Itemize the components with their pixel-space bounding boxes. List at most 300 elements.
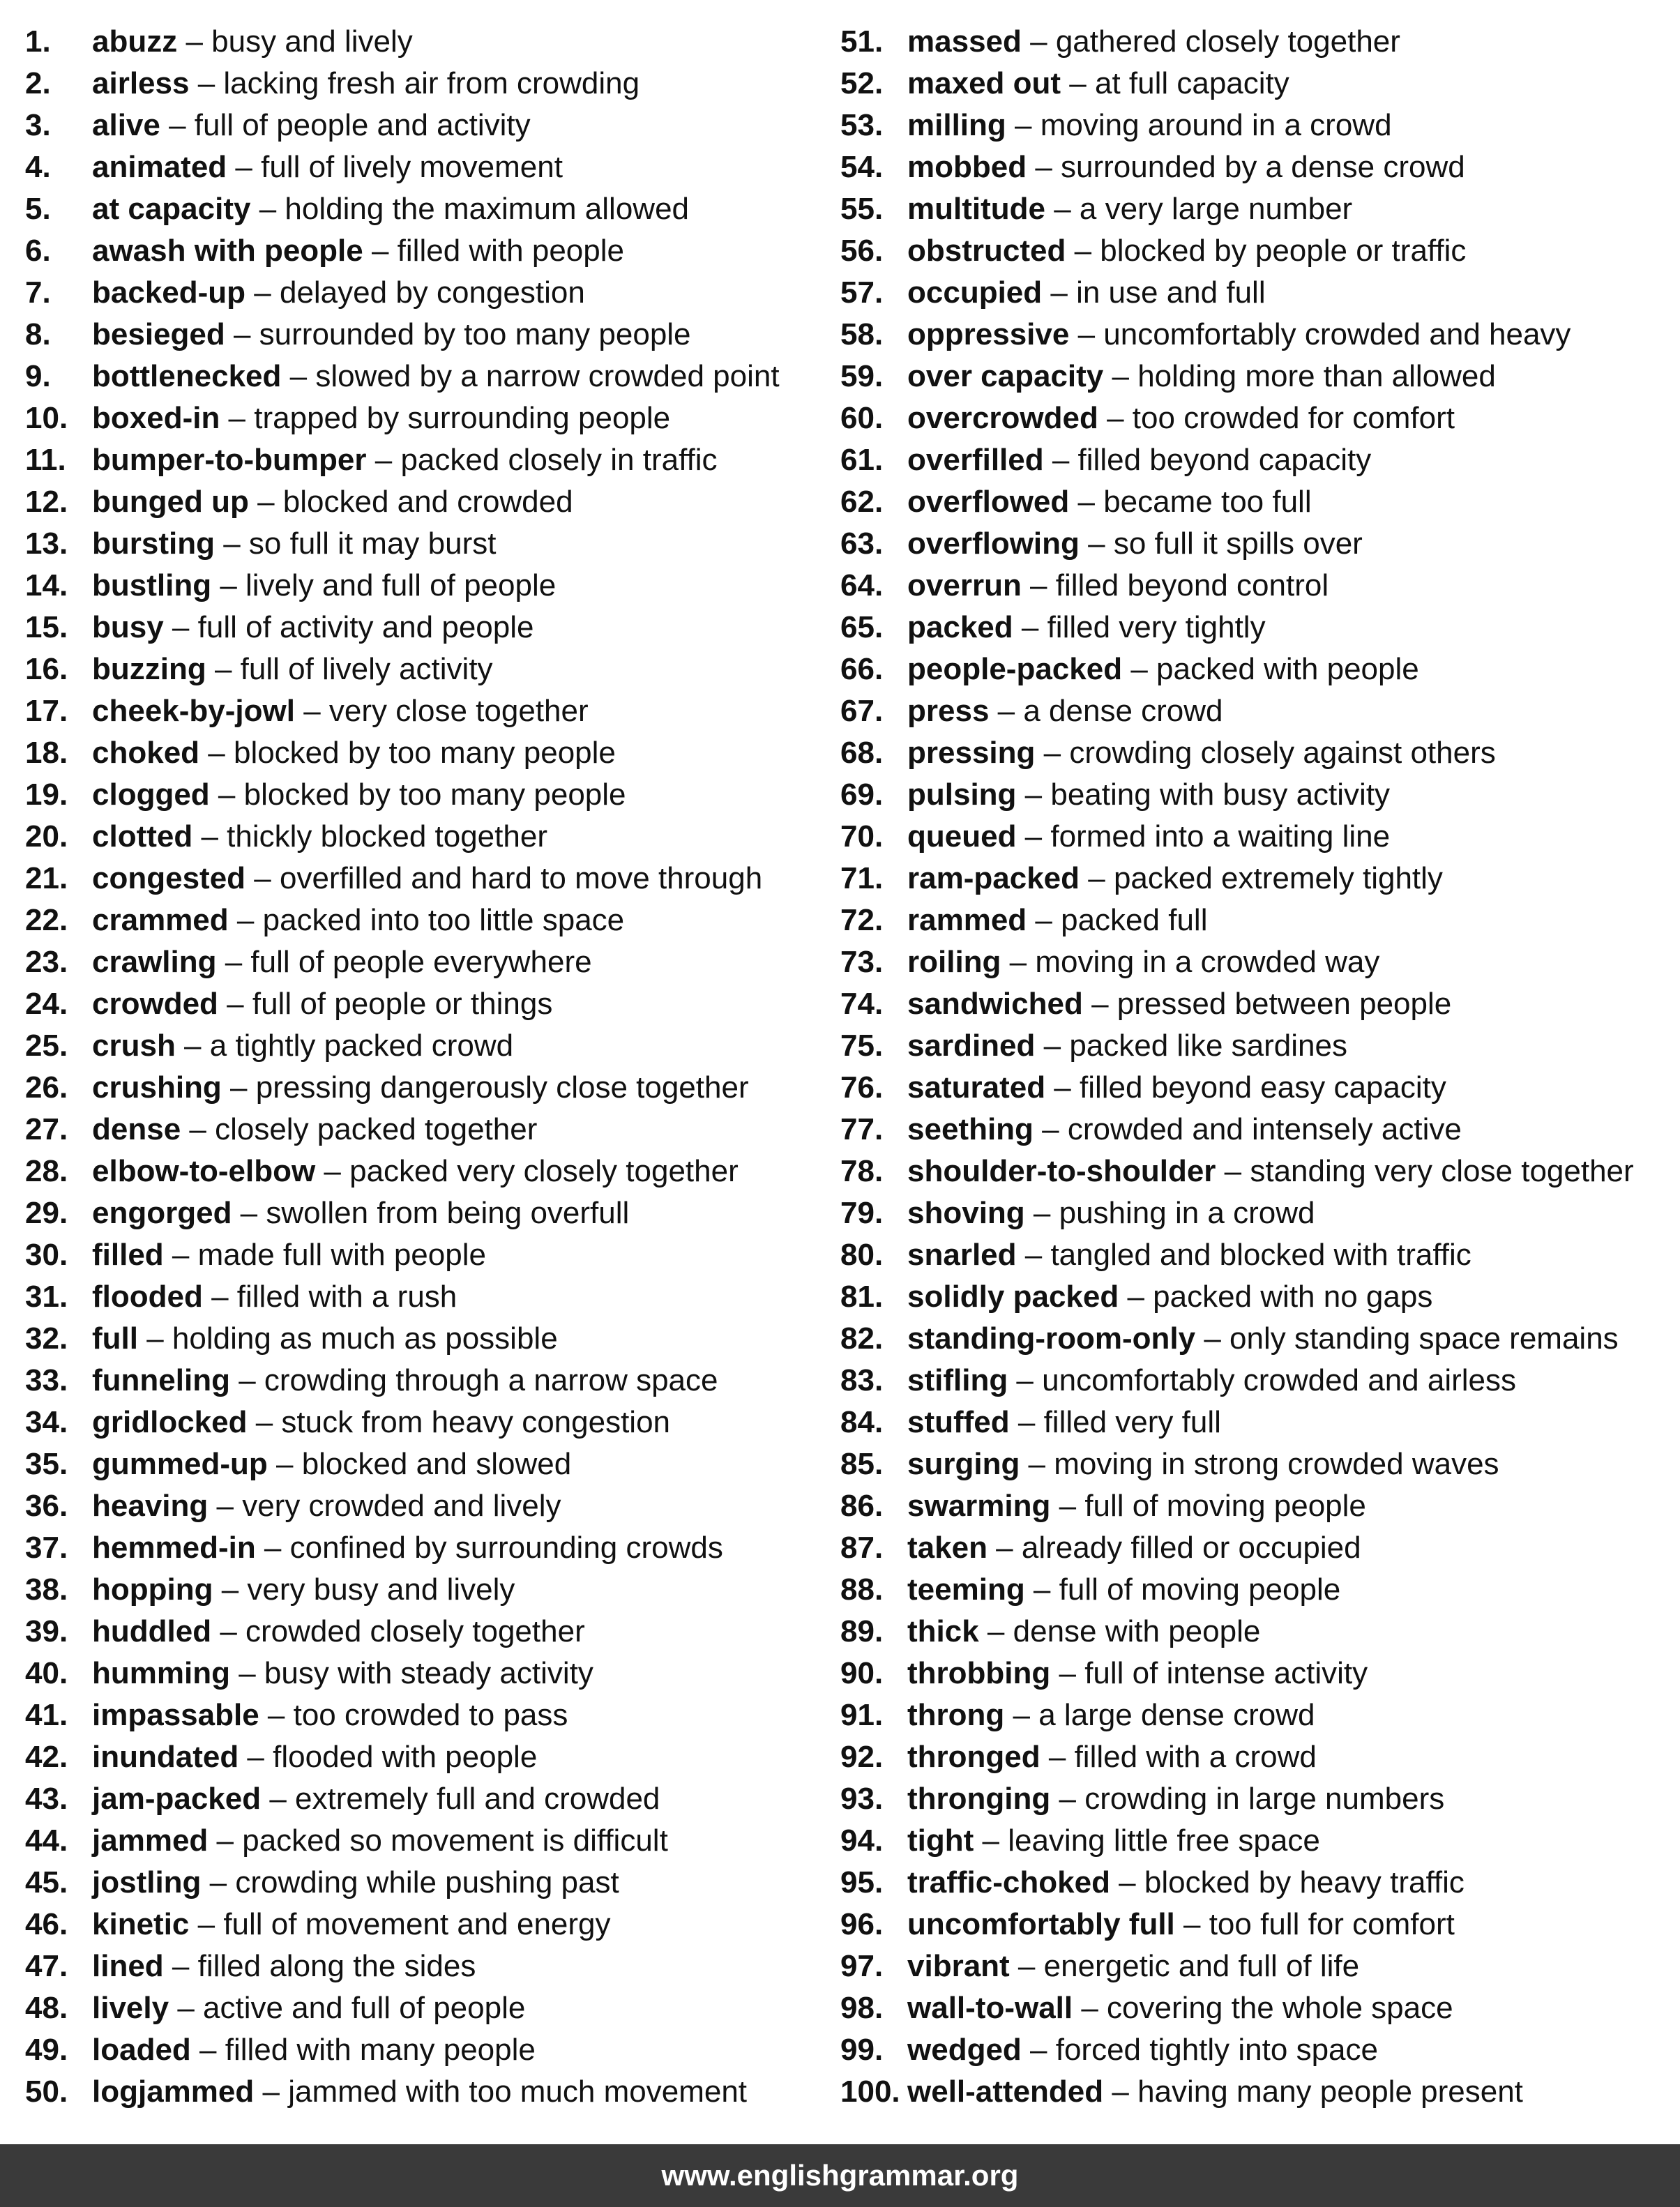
entry-word: awash with people bbox=[92, 234, 363, 268]
entry-definition: uncomfortably crowded and airless bbox=[1042, 1363, 1517, 1397]
word-entry bbox=[25, 356, 827, 397]
word-entry bbox=[840, 230, 1674, 272]
word-entry bbox=[25, 1318, 827, 1360]
entry-definition: pressed between people bbox=[1117, 987, 1452, 1021]
entry-definition: dense with people bbox=[1013, 1614, 1261, 1648]
entry-word: full bbox=[92, 1321, 138, 1356]
entry-definition: a large dense crowd bbox=[1038, 1698, 1315, 1732]
word-entry bbox=[25, 900, 827, 941]
entry-definition: confined by surrounding crowds bbox=[289, 1531, 723, 1565]
entry-separator: – bbox=[1027, 150, 1061, 184]
word-entry bbox=[25, 1276, 827, 1318]
word-entry bbox=[840, 1862, 1674, 1904]
entry-definition: in use and full bbox=[1076, 275, 1266, 310]
entry-separator: – bbox=[1016, 778, 1051, 812]
entry-word: lively bbox=[92, 1991, 169, 2025]
word-entry bbox=[840, 63, 1674, 105]
entry-definition: surrounded by a dense crowd bbox=[1061, 150, 1465, 184]
word-entry bbox=[25, 690, 827, 732]
entry-number: 23. bbox=[25, 945, 68, 979]
word-entry bbox=[25, 1778, 827, 1820]
entry-number: 98. bbox=[840, 1991, 884, 2025]
word-entry bbox=[840, 816, 1674, 858]
entry-separator: – bbox=[163, 610, 198, 644]
entry-number: 26. bbox=[25, 1070, 68, 1105]
entry-definition: packed like sardines bbox=[1069, 1029, 1347, 1063]
entry-word: crushing bbox=[92, 1070, 222, 1105]
entry-word: hopping bbox=[92, 1572, 213, 1607]
entry-separator: – bbox=[1042, 275, 1077, 310]
entry-definition: packed extremely tightly bbox=[1113, 861, 1443, 895]
entry-word: flooded bbox=[92, 1280, 203, 1314]
entry-word: saturated bbox=[907, 1070, 1046, 1105]
entry-separator: – bbox=[1103, 2075, 1138, 2109]
entry-word: pulsing bbox=[907, 778, 1017, 812]
entry-definition: lacking fresh air from crowding bbox=[223, 66, 640, 100]
entry-separator: – bbox=[1008, 1363, 1043, 1397]
entry-separator: – bbox=[247, 1405, 282, 1439]
entry-separator: – bbox=[190, 2033, 225, 2067]
word-entry bbox=[840, 1820, 1674, 1862]
word-entry bbox=[25, 1067, 827, 1109]
entry-definition: blocked by too many people bbox=[233, 736, 616, 770]
entry-separator: – bbox=[254, 2075, 289, 2109]
entry-separator: – bbox=[225, 317, 259, 351]
entry-word: gridlocked bbox=[92, 1405, 248, 1439]
entry-separator: – bbox=[214, 526, 249, 561]
word-entry bbox=[840, 1946, 1674, 1987]
entry-separator: – bbox=[213, 1572, 248, 1607]
entry-number: 30. bbox=[25, 1238, 68, 1272]
entry-number: 25. bbox=[25, 1029, 68, 1063]
word-entry bbox=[25, 1443, 827, 1485]
entry-number: 77. bbox=[840, 1112, 884, 1146]
word-entry bbox=[840, 1109, 1674, 1151]
entry-definition: filled very tightly bbox=[1047, 610, 1266, 644]
entry-word: abuzz bbox=[92, 24, 178, 59]
entry-word: throbbing bbox=[907, 1656, 1051, 1690]
word-entry bbox=[840, 1151, 1674, 1192]
word-entry bbox=[840, 900, 1674, 941]
entry-number: 35. bbox=[25, 1447, 68, 1481]
entry-word: bustling bbox=[92, 568, 212, 602]
word-entry bbox=[840, 1736, 1674, 1778]
entry-number: 8. bbox=[25, 317, 51, 351]
entry-separator: – bbox=[201, 1865, 236, 1899]
entry-number: 39. bbox=[25, 1614, 68, 1648]
entry-separator: – bbox=[216, 945, 251, 979]
entry-definition: filled with people bbox=[397, 234, 624, 268]
entry-word: milling bbox=[907, 108, 1006, 142]
word-entry bbox=[840, 1485, 1674, 1527]
entry-number: 43. bbox=[25, 1782, 68, 1816]
entry-word: well-attended bbox=[907, 2075, 1104, 2109]
entry-separator: – bbox=[1021, 568, 1056, 602]
entry-number: 7. bbox=[25, 275, 51, 310]
entry-number: 51. bbox=[840, 24, 884, 59]
word-entry bbox=[25, 1694, 827, 1736]
entry-word: overflowing bbox=[907, 526, 1080, 561]
entry-word: crammed bbox=[92, 903, 229, 937]
entry-number: 100. bbox=[840, 2075, 900, 2109]
entry-definition: moving in a crowded way bbox=[1035, 945, 1380, 979]
entry-number: 76. bbox=[840, 1070, 884, 1105]
entry-definition: uncomfortably crowded and heavy bbox=[1103, 317, 1571, 351]
entry-word: packed bbox=[907, 610, 1013, 644]
entry-number: 63. bbox=[840, 526, 884, 561]
word-entry bbox=[840, 1067, 1674, 1109]
word-entry bbox=[840, 690, 1674, 732]
word-entry bbox=[25, 1527, 827, 1569]
entry-word: boxed-in bbox=[92, 401, 220, 435]
entry-number: 10. bbox=[25, 401, 68, 435]
entry-word: overcrowded bbox=[907, 401, 1098, 435]
word-entry bbox=[25, 1360, 827, 1402]
entry-definition: formed into a waiting line bbox=[1050, 819, 1391, 854]
entry-word: traffic-choked bbox=[907, 1865, 1110, 1899]
entry-word: bursting bbox=[92, 526, 215, 561]
entry-separator: – bbox=[1021, 24, 1056, 59]
entry-separator: – bbox=[209, 778, 244, 812]
entry-separator: – bbox=[221, 1070, 256, 1105]
entry-definition: standing very close together bbox=[1250, 1154, 1634, 1188]
entry-number: 11. bbox=[25, 443, 66, 477]
entry-word: alive bbox=[92, 108, 160, 142]
entry-word: obstructed bbox=[907, 234, 1066, 268]
entry-separator: – bbox=[189, 66, 224, 100]
entry-separator: – bbox=[1021, 2033, 1056, 2067]
entry-number: 38. bbox=[25, 1572, 68, 1607]
word-list-right-column bbox=[840, 21, 1674, 2113]
entry-word: elbow-to-elbow bbox=[92, 1154, 316, 1188]
entry-word: huddled bbox=[92, 1614, 212, 1648]
entry-definition: filled along the sides bbox=[197, 1949, 476, 1983]
entry-separator: – bbox=[255, 1531, 290, 1565]
entry-number: 79. bbox=[840, 1196, 884, 1230]
word-entry bbox=[25, 1611, 827, 1653]
word-entry bbox=[25, 2071, 827, 2113]
entry-number: 34. bbox=[25, 1405, 68, 1439]
entry-number: 48. bbox=[25, 1991, 68, 2025]
word-entry bbox=[25, 816, 827, 858]
entry-word: clotted bbox=[92, 819, 193, 854]
entry-separator: – bbox=[1009, 1949, 1044, 1983]
entry-word: bottlenecked bbox=[92, 359, 282, 393]
entry-separator: – bbox=[248, 485, 283, 519]
entry-definition: very crowded and lively bbox=[242, 1489, 561, 1523]
word-entry bbox=[25, 63, 827, 105]
entry-definition: full of moving people bbox=[1059, 1572, 1341, 1607]
entry-number: 27. bbox=[25, 1112, 68, 1146]
entry-separator: – bbox=[1069, 317, 1104, 351]
entry-definition: full of intense activity bbox=[1084, 1656, 1368, 1690]
entry-separator: – bbox=[978, 1614, 1013, 1648]
entry-word: sandwiched bbox=[907, 987, 1083, 1021]
entry-definition: too crowded for comfort bbox=[1132, 401, 1455, 435]
entry-separator: – bbox=[181, 1112, 215, 1146]
entry-number: 82. bbox=[840, 1321, 884, 1356]
entry-separator: – bbox=[259, 1698, 294, 1732]
word-entry bbox=[840, 1234, 1674, 1276]
entry-definition: crowding closely against others bbox=[1069, 736, 1496, 770]
entry-separator: – bbox=[175, 1029, 210, 1063]
entry-separator: – bbox=[1043, 443, 1078, 477]
word-entry bbox=[840, 774, 1674, 816]
word-list-left-column bbox=[25, 21, 827, 2113]
word-entry bbox=[840, 1402, 1674, 1443]
entry-separator: – bbox=[1103, 359, 1138, 393]
entry-definition: so full it may burst bbox=[248, 526, 497, 561]
entry-separator: – bbox=[1073, 1991, 1107, 2025]
entry-definition: filled beyond easy capacity bbox=[1080, 1070, 1446, 1105]
word-entry bbox=[25, 1485, 827, 1527]
entry-word: uncomfortably full bbox=[907, 1907, 1175, 1941]
entry-word: shoulder-to-shoulder bbox=[907, 1154, 1216, 1188]
entry-separator: – bbox=[189, 1907, 224, 1941]
word-entry bbox=[840, 397, 1674, 439]
word-entry bbox=[25, 314, 827, 356]
word-entry bbox=[840, 2029, 1674, 2071]
entry-definition: moving around in a crowd bbox=[1040, 108, 1392, 142]
entry-word: thronged bbox=[907, 1740, 1040, 1774]
entry-definition: blocked by people or traffic bbox=[1100, 234, 1467, 268]
entry-separator: – bbox=[1110, 1865, 1144, 1899]
entry-word: maxed out bbox=[907, 66, 1061, 100]
entry-definition: blocked by heavy traffic bbox=[1144, 1865, 1465, 1899]
entry-separator: – bbox=[1045, 192, 1080, 226]
entry-separator: – bbox=[160, 108, 195, 142]
entry-separator: – bbox=[1061, 66, 1095, 100]
entry-separator: – bbox=[163, 1949, 198, 1983]
word-entry bbox=[840, 2071, 1674, 2113]
word-entry bbox=[25, 1736, 827, 1778]
entry-definition: filled with a crowd bbox=[1074, 1740, 1317, 1774]
entry-definition: delayed by congestion bbox=[279, 275, 585, 310]
entry-separator: – bbox=[1033, 1112, 1068, 1146]
entry-separator: – bbox=[211, 1614, 246, 1648]
entry-separator: – bbox=[294, 694, 329, 728]
entry-word: animated bbox=[92, 150, 227, 184]
entry-word: crowded bbox=[92, 987, 218, 1021]
entry-separator: – bbox=[1050, 1656, 1085, 1690]
entry-definition: tangled and blocked with traffic bbox=[1050, 1238, 1471, 1272]
entry-number: 12. bbox=[25, 485, 68, 519]
entry-number: 56. bbox=[840, 234, 884, 268]
entry-number: 36. bbox=[25, 1489, 68, 1523]
entry-number: 29. bbox=[25, 1196, 68, 1230]
entry-number: 37. bbox=[25, 1531, 68, 1565]
entry-word: overflowed bbox=[907, 485, 1070, 519]
word-entry bbox=[25, 1569, 827, 1611]
entry-definition: pushing in a crowd bbox=[1059, 1196, 1315, 1230]
entry-separator: – bbox=[987, 1531, 1022, 1565]
entry-word: shoving bbox=[907, 1196, 1025, 1230]
entry-separator: – bbox=[1009, 1405, 1044, 1439]
word-entry bbox=[25, 1862, 827, 1904]
entry-word: besieged bbox=[92, 317, 225, 351]
entry-word: over capacity bbox=[907, 359, 1104, 393]
entry-number: 59. bbox=[840, 359, 884, 393]
entry-separator: – bbox=[177, 24, 212, 59]
entry-separator: – bbox=[169, 1991, 204, 2025]
word-entry bbox=[25, 1820, 827, 1862]
entry-definition: surrounded by too many people bbox=[259, 317, 691, 351]
entry-separator: – bbox=[1027, 903, 1061, 937]
entry-definition: beating with busy activity bbox=[1050, 778, 1391, 812]
entry-definition: pressing dangerously close together bbox=[255, 1070, 749, 1105]
entry-number: 1. bbox=[25, 24, 51, 59]
entry-separator: – bbox=[1001, 945, 1036, 979]
entry-word: stifling bbox=[907, 1363, 1008, 1397]
entry-definition: crowded closely together bbox=[245, 1614, 585, 1648]
entry-separator: – bbox=[245, 861, 280, 895]
entry-word: cheek-by-jowl bbox=[92, 694, 295, 728]
entry-number: 28. bbox=[25, 1154, 68, 1188]
word-entry bbox=[840, 941, 1674, 983]
word-entry bbox=[840, 105, 1674, 146]
entry-separator: – bbox=[1004, 1698, 1039, 1732]
entry-number: 9. bbox=[25, 359, 51, 393]
entry-definition: very close together bbox=[328, 694, 589, 728]
entry-separator: – bbox=[1035, 1029, 1070, 1063]
entry-definition: trapped by surrounding people bbox=[254, 401, 671, 435]
entry-definition: packed with no gaps bbox=[1153, 1280, 1433, 1314]
entry-number: 6. bbox=[25, 234, 51, 268]
entry-number: 80. bbox=[840, 1238, 884, 1272]
entry-number: 31. bbox=[25, 1280, 68, 1314]
entry-separator: – bbox=[239, 1740, 273, 1774]
entry-number: 22. bbox=[25, 903, 68, 937]
entry-definition: too full for comfort bbox=[1209, 1907, 1455, 1941]
entry-number: 2. bbox=[25, 66, 51, 100]
entry-word: crawling bbox=[92, 945, 217, 979]
entry-word: heaving bbox=[92, 1489, 209, 1523]
entry-word: gummed-up bbox=[92, 1447, 268, 1481]
entry-separator: – bbox=[227, 150, 262, 184]
word-entry bbox=[840, 649, 1674, 690]
entry-definition: filled beyond control bbox=[1055, 568, 1329, 602]
entry-number: 58. bbox=[840, 317, 884, 351]
entry-definition: slowed by a narrow crowded point bbox=[315, 359, 780, 393]
entry-word: tight bbox=[907, 1823, 974, 1858]
entry-definition: full of people and activity bbox=[194, 108, 531, 142]
word-entry bbox=[25, 523, 827, 565]
entry-definition: already filled or occupied bbox=[1021, 1531, 1361, 1565]
entry-definition: only standing space remains bbox=[1229, 1321, 1619, 1356]
entry-word: backed-up bbox=[92, 275, 246, 310]
entry-separator: – bbox=[1013, 610, 1047, 644]
entry-number: 54. bbox=[840, 150, 884, 184]
entry-number: 64. bbox=[840, 568, 884, 602]
entry-separator: – bbox=[1082, 987, 1117, 1021]
entry-separator: – bbox=[1069, 485, 1104, 519]
entry-word: swarming bbox=[907, 1489, 1051, 1523]
word-entry bbox=[840, 1987, 1674, 2029]
word-entry bbox=[25, 1151, 827, 1192]
word-entry bbox=[840, 1276, 1674, 1318]
entry-number: 24. bbox=[25, 987, 68, 1021]
entry-word: clogged bbox=[92, 778, 210, 812]
entry-definition: forced tightly into space bbox=[1055, 2033, 1378, 2067]
entry-definition: packed into too little space bbox=[262, 903, 625, 937]
entry-number: 32. bbox=[25, 1321, 68, 1356]
entry-number: 81. bbox=[840, 1280, 884, 1314]
entry-definition: stuck from heavy congestion bbox=[281, 1405, 671, 1439]
entry-number: 15. bbox=[25, 610, 68, 644]
entry-number: 66. bbox=[840, 652, 884, 686]
entry-definition: having many people present bbox=[1137, 2075, 1523, 2109]
entry-word: stuffed bbox=[907, 1405, 1010, 1439]
entry-number: 70. bbox=[840, 819, 884, 854]
entry-definition: leaving little free space bbox=[1008, 1823, 1320, 1858]
entry-number: 3. bbox=[25, 108, 51, 142]
word-entry bbox=[25, 1904, 827, 1946]
entry-definition: full of movement and energy bbox=[223, 1907, 611, 1941]
entry-word: surging bbox=[907, 1447, 1020, 1481]
entry-separator: – bbox=[1195, 1321, 1230, 1356]
entry-separator: – bbox=[1098, 401, 1133, 435]
word-entry bbox=[25, 1946, 827, 1987]
word-entry bbox=[840, 1653, 1674, 1694]
entry-number: 65. bbox=[840, 610, 884, 644]
entry-number: 46. bbox=[25, 1907, 68, 1941]
entry-definition: holding as much as possible bbox=[172, 1321, 558, 1356]
entry-definition: moving in strong crowded waves bbox=[1054, 1447, 1499, 1481]
word-entry bbox=[840, 523, 1674, 565]
entry-number: 93. bbox=[840, 1782, 884, 1816]
entry-number: 73. bbox=[840, 945, 884, 979]
word-entry bbox=[25, 732, 827, 774]
word-entry bbox=[25, 1402, 827, 1443]
entry-number: 57. bbox=[840, 275, 884, 310]
entry-definition: crowding in large numbers bbox=[1084, 1782, 1445, 1816]
entry-number: 94. bbox=[840, 1823, 884, 1858]
footer-url[interactable]: www.englishgrammar.org bbox=[661, 2159, 1019, 2192]
entry-definition: active and full of people bbox=[203, 1991, 526, 2025]
word-entry bbox=[840, 1025, 1674, 1067]
entry-word: multitude bbox=[907, 192, 1045, 226]
entry-separator: – bbox=[208, 1823, 243, 1858]
entry-separator: – bbox=[228, 903, 263, 937]
entry-word: press bbox=[907, 694, 990, 728]
entry-separator: – bbox=[1006, 108, 1040, 142]
entry-word: jostling bbox=[92, 1865, 202, 1899]
word-entry bbox=[25, 649, 827, 690]
entry-separator: – bbox=[232, 1196, 266, 1230]
entry-separator: – bbox=[1216, 1154, 1250, 1188]
entry-word: massed bbox=[907, 24, 1022, 59]
entry-separator: – bbox=[192, 819, 227, 854]
word-entry bbox=[840, 314, 1674, 356]
entry-separator: – bbox=[218, 987, 252, 1021]
entry-number: 4. bbox=[25, 150, 51, 184]
entry-definition: filled with a rush bbox=[236, 1280, 457, 1314]
entry-definition: covering the whole space bbox=[1107, 1991, 1453, 2025]
entry-separator: – bbox=[1050, 1489, 1085, 1523]
entry-definition: gathered closely together bbox=[1055, 24, 1400, 59]
entry-word: taken bbox=[907, 1531, 987, 1565]
entry-word: crush bbox=[92, 1029, 176, 1063]
entry-definition: crowding through a narrow space bbox=[264, 1363, 718, 1397]
entry-number: 96. bbox=[840, 1907, 884, 1941]
entry-word: throng bbox=[907, 1698, 1005, 1732]
word-entry bbox=[840, 1611, 1674, 1653]
entry-definition: filled beyond capacity bbox=[1077, 443, 1372, 477]
word-entry bbox=[25, 21, 827, 63]
word-entry bbox=[840, 1694, 1674, 1736]
word-entry bbox=[25, 1109, 827, 1151]
entry-number: 72. bbox=[840, 903, 884, 937]
